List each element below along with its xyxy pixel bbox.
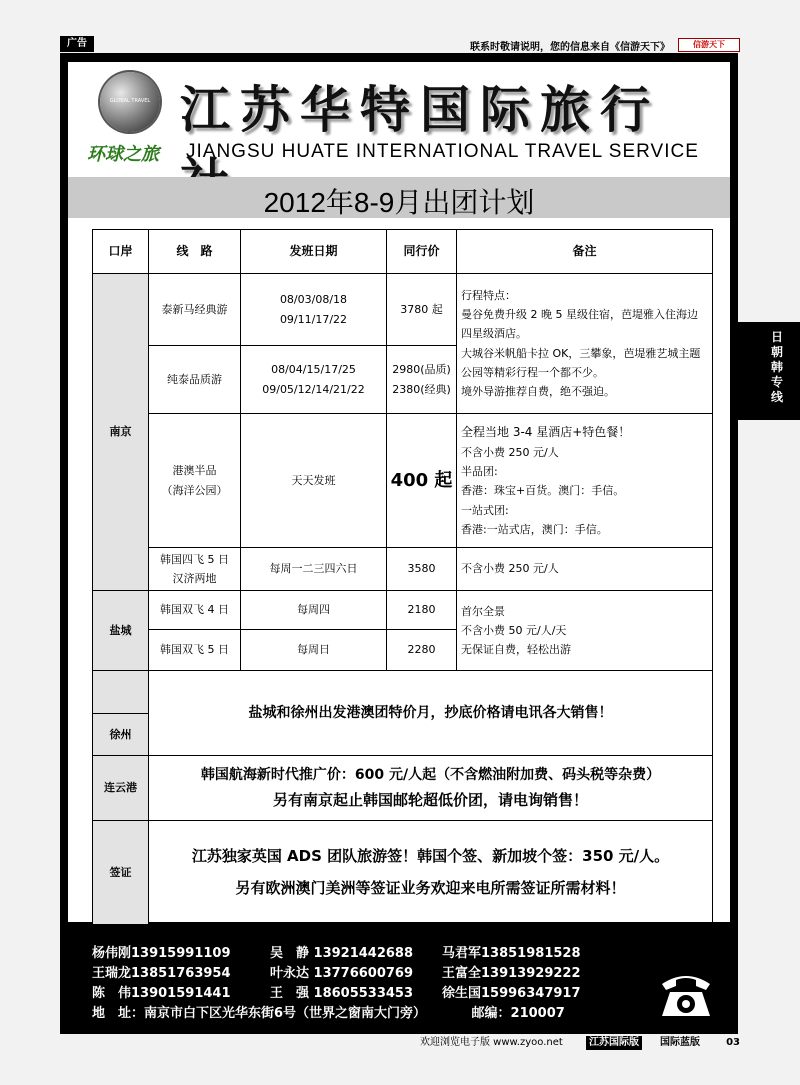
city-nanjing: 南京 (93, 274, 149, 591)
notes-thailand: 行程特点： 曼谷免费升级 2 晚 5 星级住宿，芭堤雅入住海边 四星级酒店。 大城谷米帆船卡拉 OK，三攀象，芭堤雅艺城主题 公园等精彩行程一个都不少。 境外导游推荐自费，绝不强迫。 (457, 274, 713, 414)
notes-hongkong: 全程当地 3-4 星酒店+特色餐！ 不含小费 250 元/人 半品团: 香港：珠宝+百货。澳门：手信。 一站式团: 香港:一站式店，澳门：手信。 (457, 414, 713, 548)
globe-logo-icon: GLOBAL TRAVEL (100, 72, 160, 132)
company-name-cn: 江苏华特国际旅行 (180, 80, 660, 139)
dates: 每周日 (241, 630, 387, 671)
publisher-logo: 信游天下 (678, 38, 740, 52)
company-name-en: JIANGSU HUATE INTERNATIONAL TRAVEL SERVICE (186, 141, 699, 162)
route: 韩国四飞 5 日 汉济两地 (149, 548, 241, 591)
city-visa: 签证 (93, 821, 149, 925)
contact-row: 王瑞龙13851763954 叶永达 13776600769 王富全13913929222 (92, 966, 581, 981)
contact-row: 陈 伟13901591441 王 强 18605533453 徐生国15996347917 (92, 986, 581, 1001)
col-route: 线 路 (149, 230, 241, 274)
route: 泰新马经典游 (149, 274, 241, 346)
city-yancheng-cont (93, 671, 149, 714)
route: 港澳半品 （海洋公园） (149, 414, 241, 548)
price: 2280 (387, 630, 457, 671)
dates: 天天发班 (241, 414, 387, 548)
ad-label: 广告 (60, 36, 94, 52)
page-title: 2012年8-9月出团计划 (263, 187, 535, 218)
edition-tag: 江苏国际版 (586, 1036, 642, 1050)
promo-lianyungang: 韩国航海新时代推广价：600 元/人起（不含燃油附加费、码头税等杂费） 另有南京起止韩国邮轮超低价团，请电询销售！ (149, 756, 713, 821)
route: 韩国双飞 4 日 (149, 591, 241, 630)
contact-list (92, 944, 672, 1024)
price: 3780 起 (387, 274, 457, 346)
brand-name: 环球之旅 (87, 144, 159, 165)
col-date: 发班日期 (241, 230, 387, 274)
city-lianyungang: 连云港 (93, 756, 149, 821)
city-xuzhou: 徐州 (93, 714, 149, 756)
top-bar (60, 36, 740, 54)
contact-row: 杨伟刚13915991109 吴 静 13921442688 马君军13851981528 (92, 946, 581, 961)
table-header-row (93, 230, 713, 274)
dates: 每周四 (241, 591, 387, 630)
page-number: 03 (726, 1037, 740, 1048)
edition-name: 国际蓝版 (660, 1037, 700, 1048)
side-tab-label: 日朝韩专线 (770, 330, 783, 404)
table-row (93, 591, 713, 630)
route: 纯泰品质游 (149, 346, 241, 414)
city-yancheng: 盐城 (93, 591, 149, 671)
table-row (93, 274, 713, 346)
telephone-icon (656, 966, 716, 1022)
source-notice: 联系时敬请说明，您的信息来自《信游天下》 (470, 42, 670, 53)
price: 2180 (387, 591, 457, 630)
col-price: 同行价 (387, 230, 457, 274)
tour-schedule-table (92, 229, 713, 925)
dates: 08/03/08/18 09/11/17/22 (241, 274, 387, 346)
route: 韩国双飞 5 日 (149, 630, 241, 671)
price: 2980(品质) 2380(经典) (387, 346, 457, 414)
dates: 08/04/15/17/25 09/05/12/14/21/22 (241, 346, 387, 414)
promo-yancheng-xuzhou: 盐城和徐州出发港澳团特价月，抄底价格请电讯各大销售！ (149, 671, 713, 756)
table-row (93, 548, 713, 591)
col-port: 口岸 (93, 230, 149, 274)
promo-visa: 江苏独家英国 ADS 团队旅游签！韩国个签、新加坡个签：350 元/人。 另有欧洲澳门美洲等签证业务欢迎来电所需签证所需材料！ (149, 821, 713, 925)
address: 地 址：南京市白下区光华东街6号（世界之窗南大门旁） 邮编：210007 (92, 1006, 565, 1021)
price: 400 起 (387, 414, 457, 548)
price: 3580 (387, 548, 457, 591)
col-notes: 备注 (457, 230, 713, 274)
table-row (93, 671, 713, 714)
table-row (93, 414, 713, 548)
notes: 不含小费 250 元/人 (457, 548, 713, 591)
website-link[interactable]: 欢迎浏览电子版 www.zyoo.net (420, 1037, 563, 1048)
footer (410, 1034, 740, 1052)
table-row (93, 821, 713, 925)
notes-korea: 首尔全景 不含小费 50 元/人/天 无保证自费，轻松出游 (457, 591, 713, 671)
dates: 每周一二三四六日 (241, 548, 387, 591)
table-row (93, 756, 713, 821)
